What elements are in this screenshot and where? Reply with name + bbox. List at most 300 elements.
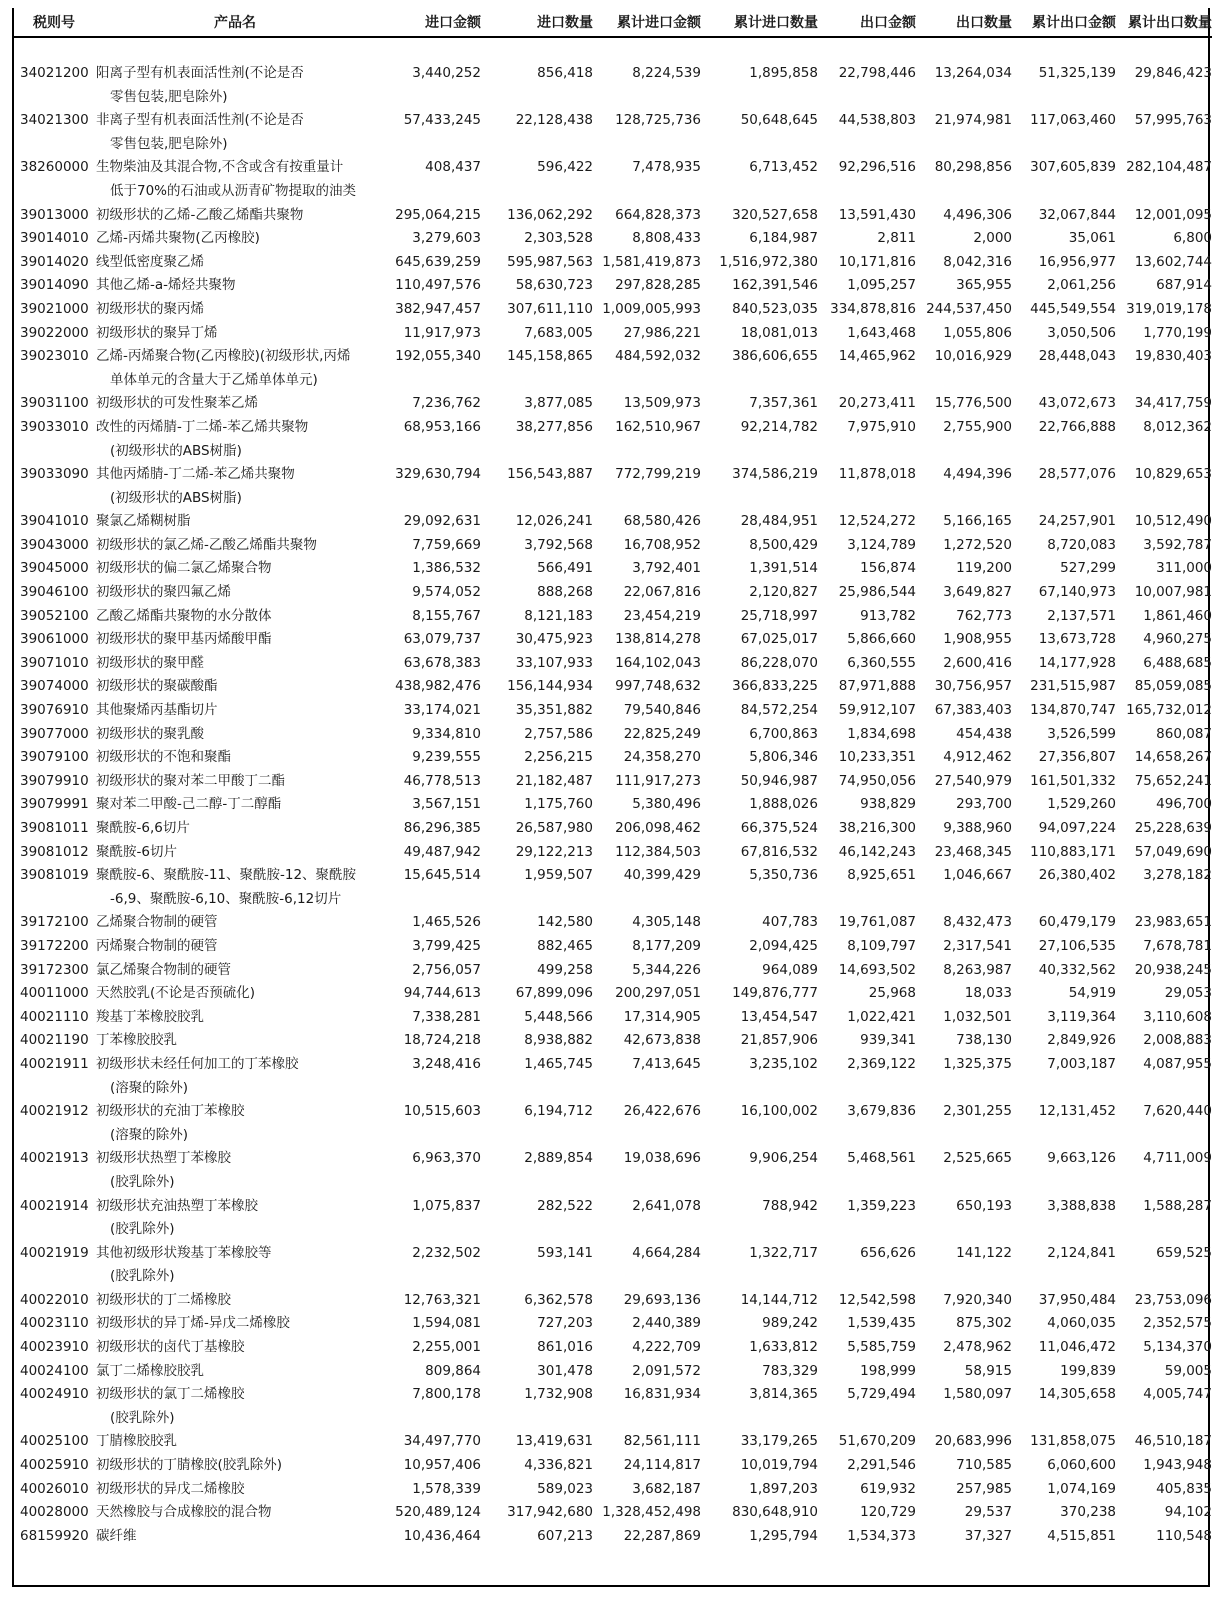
product-name-line: 初级形状的聚异丁烯 — [96, 324, 218, 341]
cumulative-import-value-cell: 8,177,209 — [632, 937, 701, 954]
cumulative-import-quantity-cell: 374,586,219 — [732, 466, 818, 483]
cumulative-import-value-cell: 22,067,816 — [623, 584, 701, 601]
table-row — [12, 746, 1212, 770]
cumulative-import-quantity-cell: 28,484,951 — [740, 513, 818, 530]
tariff-code: 39043000 — [20, 536, 89, 553]
product-name — [96, 204, 374, 228]
import-quantity-cell: 3,792,568 — [524, 536, 593, 553]
tariff-code: 39014020 — [20, 253, 89, 270]
cumulative-export-value-cell: 13,673,728 — [1038, 631, 1116, 648]
export-value-cell: 198,999 — [860, 1362, 916, 1379]
product-name — [96, 1336, 374, 1360]
cumulative-import-value-cell: 4,222,709 — [632, 1339, 701, 1356]
tariff-code: 40011000 — [20, 985, 89, 1002]
tariff-code: 40026010 — [20, 1480, 89, 1497]
product-name-line: 非离子型有机表面活性剂(不论是否 — [96, 112, 304, 129]
tariff-code: 40021912 — [20, 1103, 89, 1120]
cumulative-export-value-cell: 14,177,928 — [1038, 654, 1116, 671]
tariff-code: 40021913 — [20, 1150, 89, 1167]
product-name — [96, 699, 374, 723]
cumulative-import-value-cell: 4,305,148 — [632, 914, 701, 931]
product-name-line: 初级形状的聚乳酸 — [96, 725, 204, 742]
export-quantity-cell: 15,776,500 — [934, 395, 1012, 412]
cumulative-import-value-cell: 164,102,043 — [615, 654, 701, 671]
product-name — [96, 1100, 374, 1147]
table-row — [12, 227, 1212, 251]
cumulative-export-value-cell: 4,060,035 — [1047, 1315, 1116, 1332]
export-value-cell: 1,534,373 — [847, 1527, 916, 1544]
import-value-cell: 18,724,218 — [403, 1032, 481, 1049]
product-name — [96, 1478, 374, 1502]
product-name — [96, 652, 374, 676]
product-name-line: 初级形状的氯丁二烯橡胶 — [96, 1386, 245, 1403]
export-quantity-cell: 1,032,501 — [943, 1008, 1012, 1025]
export-quantity-cell: 257,985 — [956, 1480, 1012, 1497]
product-name — [96, 274, 374, 298]
product-name-continuation: (溶聚的除外) — [110, 1126, 189, 1143]
cumulative-import-value-cell: 19,038,696 — [623, 1150, 701, 1167]
import-quantity-cell: 2,757,586 — [524, 725, 593, 742]
cumulative-export-quantity-cell: 10,512,490 — [1134, 513, 1212, 530]
export-quantity-cell: 20,683,996 — [934, 1433, 1012, 1450]
table-row — [12, 935, 1212, 959]
product-name — [96, 1501, 374, 1525]
cumulative-export-quantity-cell: 7,678,781 — [1143, 937, 1212, 954]
tariff-code: 39079991 — [20, 796, 89, 813]
tariff-code: 39041010 — [20, 513, 89, 530]
export-value-cell: 74,950,056 — [838, 772, 916, 789]
product-name-line: 改性的丙烯腈-丁二烯-苯乙烯共聚物 — [96, 418, 309, 435]
header-import-quantity: 进口数量 — [537, 15, 593, 31]
tariff-code: 40021919 — [20, 1244, 89, 1261]
cumulative-export-value-cell: 117,063,460 — [1030, 112, 1116, 129]
product-name-line: 聚酰胺-6,6切片 — [96, 820, 190, 836]
import-value-cell: 9,574,052 — [412, 584, 481, 601]
product-name — [96, 109, 374, 156]
export-value-cell: 13,591,430 — [838, 206, 916, 223]
product-name-line: 初级形状的异戊二烯橡胶 — [96, 1480, 245, 1497]
cumulative-import-quantity-cell: 5,806,346 — [749, 749, 818, 766]
table-row — [12, 204, 1212, 228]
product-name-line: 丙烯聚合物制的硬管 — [96, 937, 218, 954]
tariff-code: 40023910 — [20, 1339, 89, 1356]
cumulative-export-value-cell: 32,067,844 — [1038, 206, 1116, 223]
import-value-cell: 1,386,532 — [412, 560, 481, 577]
tariff-code: 40025910 — [20, 1457, 89, 1474]
cumulative-import-quantity-cell: 1,391,514 — [749, 560, 818, 577]
table-row — [12, 770, 1212, 794]
tariff-code: 40024100 — [20, 1362, 89, 1379]
table-row — [12, 817, 1212, 841]
table-row — [12, 416, 1212, 463]
import-quantity-cell: 2,256,215 — [524, 749, 593, 766]
product-name-line: 丁腈橡胶胶乳 — [96, 1433, 177, 1450]
cumulative-export-value-cell: 14,305,658 — [1038, 1386, 1116, 1403]
export-quantity-cell: 2,600,416 — [943, 654, 1012, 671]
cumulative-export-value-cell: 3,526,599 — [1047, 725, 1116, 742]
import-quantity-cell: 2,303,528 — [524, 230, 593, 247]
product-name — [96, 416, 374, 463]
cumulative-export-quantity-cell: 4,087,955 — [1143, 1055, 1212, 1072]
export-value-cell: 5,585,759 — [847, 1339, 916, 1356]
cumulative-export-value-cell: 51,325,139 — [1038, 65, 1116, 81]
export-quantity-cell: 4,496,306 — [943, 206, 1012, 223]
product-name-line: 生物柴油及其混合物,不含或含有按重量计 — [96, 159, 344, 176]
cumulative-export-quantity-cell: 59,005 — [1164, 1362, 1212, 1379]
cumulative-export-value-cell: 11,046,472 — [1038, 1339, 1116, 1356]
product-name — [96, 1454, 374, 1478]
export-quantity-cell: 5,166,165 — [943, 513, 1012, 530]
cumulative-export-value-cell: 3,050,506 — [1047, 324, 1116, 341]
cumulative-import-value-cell: 297,828,285 — [615, 277, 701, 294]
export-value-cell: 1,359,223 — [847, 1197, 916, 1214]
cumulative-export-quantity-cell: 29,846,423 — [1134, 65, 1212, 81]
tariff-code: 68159920 — [20, 1527, 89, 1544]
cumulative-export-quantity-cell: 12,001,095 — [1134, 206, 1212, 223]
product-name — [96, 1053, 374, 1100]
export-value-cell: 14,465,962 — [838, 348, 916, 365]
import-value-cell: 295,064,215 — [395, 206, 481, 223]
product-name — [96, 982, 374, 1006]
export-value-cell: 1,095,257 — [847, 277, 916, 294]
tariff-code: 40021911 — [20, 1055, 89, 1072]
import-quantity-cell: 38,277,856 — [515, 418, 593, 435]
cumulative-export-quantity-cell: 1,861,460 — [1143, 607, 1212, 624]
export-value-cell: 334,878,816 — [830, 300, 916, 317]
import-value-cell: 438,982,476 — [395, 678, 481, 695]
cumulative-export-value-cell: 527,299 — [1060, 560, 1116, 577]
cumulative-export-quantity-cell: 659,525 — [1156, 1244, 1212, 1261]
import-value-cell: 6,963,370 — [412, 1150, 481, 1167]
export-value-cell: 2,291,546 — [847, 1457, 916, 1474]
cumulative-import-quantity-cell: 14,144,712 — [740, 1291, 818, 1308]
tariff-code: 39021000 — [20, 300, 89, 317]
cumulative-import-value-cell: 23,454,219 — [623, 607, 701, 624]
product-name-line: 初级形状的充油丁苯橡胶 — [96, 1103, 245, 1120]
tariff-code: 39014010 — [20, 230, 89, 247]
tariff-code: 39046100 — [20, 584, 89, 601]
export-value-cell: 92,296,516 — [838, 159, 916, 176]
cumulative-import-value-cell: 24,358,270 — [623, 749, 701, 766]
product-name-line: 初级形状充油热塑丁苯橡胶 — [96, 1197, 258, 1214]
tariff-code: 39077000 — [20, 725, 89, 742]
cumulative-import-quantity-cell: 1,295,794 — [749, 1527, 818, 1544]
export-value-cell: 12,542,598 — [838, 1291, 916, 1308]
cumulative-import-value-cell: 79,540,846 — [623, 702, 701, 719]
cumulative-export-quantity-cell: 3,110,608 — [1143, 1008, 1212, 1025]
product-name-line: 初级形状的偏二氯乙烯聚合物 — [96, 560, 272, 577]
product-name-line: 初级形状的氯乙烯-乙酸乙烯酯共聚物 — [96, 536, 317, 553]
export-value-cell: 1,834,698 — [847, 725, 916, 742]
table-row — [12, 1029, 1212, 1053]
table-row — [12, 251, 1212, 275]
product-name-line: 其他乙烯-a-烯烃共聚物 — [96, 277, 236, 294]
cumulative-export-value-cell: 1,529,260 — [1047, 796, 1116, 813]
trade-table — [12, 8, 1212, 1548]
cumulative-export-value-cell: 60,479,179 — [1038, 914, 1116, 931]
export-value-cell: 656,626 — [860, 1244, 916, 1261]
import-quantity-cell: 282,522 — [537, 1197, 593, 1214]
import-value-cell: 110,497,576 — [395, 277, 481, 294]
cumulative-export-quantity-cell: 85,059,085 — [1134, 678, 1212, 695]
export-value-cell: 5,729,494 — [847, 1386, 916, 1403]
export-value-cell: 14,693,502 — [838, 961, 916, 978]
cumulative-export-value-cell: 54,919 — [1068, 985, 1116, 1002]
table-row — [12, 959, 1212, 983]
export-quantity-cell: 2,755,900 — [943, 418, 1012, 435]
cumulative-import-quantity-cell: 9,906,254 — [749, 1150, 818, 1167]
import-quantity-cell: 1,732,908 — [524, 1386, 593, 1403]
table-row — [12, 510, 1212, 534]
header-cumulative-import-value: 累计进口金额 — [617, 15, 701, 31]
product-name-continuation: 零售包装,肥皂除外) — [110, 88, 228, 105]
table-frame-bottom — [12, 1585, 1210, 1587]
export-value-cell: 6,360,555 — [847, 654, 916, 671]
product-name-line: 天然胶乳(不论是否预硫化) — [96, 985, 256, 1002]
export-quantity-cell: 762,773 — [956, 607, 1012, 624]
product-name — [96, 1289, 374, 1313]
tariff-code: 39023010 — [20, 348, 89, 365]
product-name-line: 初级形状的丁腈橡胶(胶乳除外) — [96, 1457, 283, 1474]
import-quantity-cell: 499,258 — [537, 961, 593, 978]
export-quantity-cell: 293,700 — [956, 796, 1012, 813]
cumulative-export-value-cell: 94,097,224 — [1038, 820, 1116, 836]
product-name — [96, 911, 374, 935]
import-quantity-cell: 1,959,507 — [524, 867, 593, 884]
product-name — [96, 1195, 374, 1242]
product-name-line: 初级形状的聚丙烯 — [96, 300, 204, 317]
product-name — [96, 1006, 374, 1030]
header-import-value: 进口金额 — [425, 15, 481, 31]
cumulative-export-quantity-cell: 25,228,639 — [1134, 820, 1212, 836]
export-quantity-cell: 27,540,979 — [934, 772, 1012, 789]
cumulative-export-value-cell: 370,238 — [1060, 1504, 1116, 1521]
cumulative-export-quantity-cell: 14,658,267 — [1134, 749, 1212, 766]
import-quantity-cell: 856,418 — [537, 65, 593, 81]
header-cumulative-import-quantity: 累计进口数量 — [734, 15, 818, 31]
product-name — [96, 1242, 374, 1289]
export-quantity-cell: 1,908,955 — [943, 631, 1012, 648]
cumulative-import-value-cell: 22,825,249 — [623, 725, 701, 742]
product-name — [96, 1383, 374, 1430]
import-value-cell: 7,338,281 — [412, 1008, 481, 1025]
import-value-cell: 10,515,603 — [403, 1103, 481, 1120]
export-quantity-cell: 119,200 — [956, 560, 1012, 577]
cumulative-export-quantity-cell: 23,753,096 — [1134, 1291, 1212, 1308]
cumulative-import-value-cell: 664,828,373 — [615, 206, 701, 223]
cumulative-import-value-cell: 5,380,496 — [632, 796, 701, 813]
product-name-continuation: -6,9、聚酰胺-6,10、聚酰胺-6,12切片 — [110, 890, 342, 907]
import-value-cell: 1,578,339 — [412, 1480, 481, 1497]
tariff-code: 40028000 — [20, 1504, 89, 1521]
cumulative-export-quantity-cell: 110,548 — [1156, 1527, 1212, 1544]
tariff-code: 39045000 — [20, 560, 89, 577]
product-name-line: 阳离子型有机表面活性剂(不论是否 — [96, 65, 304, 81]
cumulative-import-quantity-cell: 1,897,203 — [749, 1480, 818, 1497]
cumulative-import-value-cell: 40,399,429 — [623, 867, 701, 884]
table-row — [12, 557, 1212, 581]
import-quantity-cell: 566,491 — [537, 560, 593, 577]
table-row — [12, 605, 1212, 629]
export-value-cell: 8,925,651 — [847, 867, 916, 884]
import-quantity-cell: 136,062,292 — [507, 206, 593, 223]
export-quantity-cell: 67,383,403 — [934, 702, 1012, 719]
cumulative-export-quantity-cell: 687,914 — [1156, 277, 1212, 294]
cumulative-import-quantity-cell: 162,391,546 — [732, 277, 818, 294]
import-quantity-cell: 861,016 — [537, 1339, 593, 1356]
export-value-cell: 3,679,836 — [847, 1103, 916, 1120]
cumulative-export-value-cell: 28,448,043 — [1038, 348, 1116, 365]
product-name — [96, 1029, 374, 1053]
cumulative-export-quantity-cell: 319,019,178 — [1126, 300, 1212, 317]
table-row — [12, 699, 1212, 723]
table-row — [12, 298, 1212, 322]
cumulative-import-value-cell: 1,581,419,873 — [602, 253, 701, 270]
export-value-cell: 5,468,561 — [847, 1150, 916, 1167]
cumulative-import-quantity-cell: 149,876,777 — [732, 985, 818, 1002]
cumulative-export-quantity-cell: 2,008,883 — [1143, 1032, 1212, 1049]
export-quantity-cell: 23,468,345 — [934, 843, 1012, 860]
table-row — [12, 156, 1212, 203]
cumulative-import-quantity-cell: 1,888,026 — [749, 796, 818, 813]
cumulative-import-value-cell: 772,799,219 — [615, 466, 701, 483]
export-quantity-cell: 9,388,960 — [943, 820, 1012, 836]
cumulative-export-quantity-cell: 282,104,487 — [1126, 159, 1212, 176]
product-name-line: 初级形状的聚甲醛 — [96, 654, 204, 671]
cumulative-export-quantity-cell: 75,652,241 — [1134, 772, 1212, 789]
product-name-line: 初级形状的乙烯-乙酸乙烯酯共聚物 — [96, 206, 304, 223]
cumulative-import-value-cell: 13,509,973 — [623, 395, 701, 412]
cumulative-export-value-cell: 4,515,851 — [1047, 1527, 1116, 1544]
import-value-cell: 3,279,603 — [412, 230, 481, 247]
export-quantity-cell: 13,264,034 — [934, 65, 1012, 81]
cumulative-import-quantity-cell: 1,516,972,380 — [719, 253, 818, 270]
export-quantity-cell: 2,317,541 — [943, 937, 1012, 954]
import-value-cell: 12,763,321 — [403, 1291, 481, 1308]
import-quantity-cell: 8,121,183 — [524, 607, 593, 624]
import-quantity-cell: 29,122,213 — [515, 843, 593, 860]
tariff-code: 39033010 — [20, 418, 89, 435]
cumulative-import-quantity-cell: 989,242 — [762, 1315, 818, 1332]
export-quantity-cell: 2,301,255 — [943, 1103, 1012, 1120]
cumulative-export-value-cell: 445,549,554 — [1030, 300, 1116, 317]
export-value-cell: 25,968 — [868, 985, 916, 1002]
import-quantity-cell: 13,419,631 — [515, 1433, 593, 1450]
product-name-line: 聚酰胺-6、聚酰胺-11、聚酰胺-12、聚酰胺 — [96, 867, 357, 884]
import-value-cell: 10,436,464 — [403, 1527, 481, 1544]
export-value-cell: 10,233,351 — [838, 749, 916, 766]
import-value-cell: 34,497,770 — [403, 1433, 481, 1450]
import-value-cell: 3,567,151 — [412, 796, 481, 813]
cumulative-export-quantity-cell: 23,983,651 — [1134, 914, 1212, 931]
import-value-cell: 9,334,810 — [412, 725, 481, 742]
import-quantity-cell: 26,587,980 — [515, 820, 593, 836]
product-name — [96, 628, 374, 652]
cumulative-import-value-cell: 206,098,462 — [615, 820, 701, 836]
cumulative-import-quantity-cell: 3,814,365 — [749, 1386, 818, 1403]
cumulative-import-value-cell: 2,440,389 — [632, 1315, 701, 1332]
cumulative-export-value-cell: 110,883,171 — [1030, 843, 1116, 860]
cumulative-export-value-cell: 161,501,332 — [1030, 772, 1116, 789]
export-value-cell: 156,874 — [860, 560, 916, 577]
cumulative-export-quantity-cell: 6,800 — [1173, 230, 1212, 247]
cumulative-import-quantity-cell: 86,228,070 — [740, 654, 818, 671]
product-name-line: 聚酰胺-6切片 — [96, 843, 177, 860]
product-name-line: 初级形状热塑丁苯橡胶 — [96, 1150, 231, 1167]
export-value-cell: 59,912,107 — [838, 702, 916, 719]
table-row — [12, 1454, 1212, 1478]
product-name — [96, 581, 374, 605]
import-value-cell: 2,232,502 — [412, 1244, 481, 1261]
tariff-code: 40021110 — [20, 1008, 89, 1025]
tariff-code: 40021914 — [20, 1197, 89, 1214]
product-name — [96, 817, 374, 841]
product-name-line: 初级形状的卤代丁基橡胶 — [96, 1339, 245, 1356]
cumulative-import-value-cell: 4,664,284 — [632, 1244, 701, 1261]
product-name-line: 氯丁二烯橡胶胶乳 — [96, 1362, 204, 1379]
tariff-code: 39013000 — [20, 206, 89, 223]
cumulative-export-value-cell: 134,870,747 — [1030, 702, 1116, 719]
cumulative-import-value-cell: 112,384,503 — [615, 843, 701, 860]
export-quantity-cell: 141,122 — [956, 1244, 1012, 1261]
product-name-line: 初级形状的异丁烯-异戊二烯橡胶 — [96, 1315, 290, 1332]
cumulative-export-value-cell: 40,332,562 — [1038, 961, 1116, 978]
cumulative-export-value-cell: 6,060,600 — [1047, 1457, 1116, 1474]
cumulative-import-value-cell: 138,814,278 — [615, 631, 701, 648]
import-quantity-cell: 8,938,882 — [524, 1032, 593, 1049]
cumulative-import-quantity-cell: 25,718,997 — [740, 607, 818, 624]
cumulative-import-quantity-cell: 2,094,425 — [749, 937, 818, 954]
cumulative-export-value-cell: 26,380,402 — [1038, 867, 1116, 884]
tariff-code: 34021200 — [20, 65, 89, 81]
cumulative-export-value-cell: 3,388,838 — [1047, 1197, 1116, 1214]
import-quantity-cell: 3,877,085 — [524, 395, 593, 412]
import-quantity-cell: 888,268 — [537, 584, 593, 601]
product-name-line: 线型低密度聚乙烯 — [96, 253, 204, 270]
cumulative-export-quantity-cell: 3,278,182 — [1143, 867, 1212, 884]
header-export-value: 出口金额 — [860, 15, 916, 31]
product-name-line: 聚氯乙烯糊树脂 — [96, 513, 191, 530]
tariff-code: 40024910 — [20, 1386, 89, 1403]
import-quantity-cell: 301,478 — [537, 1362, 593, 1379]
cumulative-export-value-cell: 12,131,452 — [1038, 1103, 1116, 1120]
export-value-cell: 12,524,272 — [838, 513, 916, 530]
product-name — [96, 605, 374, 629]
product-name-line: 羧基丁苯橡胶胶乳 — [96, 1008, 204, 1025]
export-value-cell: 120,729 — [860, 1504, 916, 1521]
product-name — [96, 864, 374, 911]
cumulative-import-quantity-cell: 2,120,827 — [749, 584, 818, 601]
cumulative-export-value-cell: 35,061 — [1068, 230, 1116, 247]
export-quantity-cell: 1,046,667 — [943, 867, 1012, 884]
export-quantity-cell: 18,033 — [964, 985, 1012, 1002]
cumulative-import-quantity-cell: 7,357,361 — [749, 395, 818, 412]
product-name — [96, 935, 374, 959]
cumulative-import-quantity-cell: 407,783 — [762, 914, 818, 931]
export-quantity-cell: 29,537 — [964, 1504, 1012, 1521]
product-name-line: 其他初级形状羧基丁苯橡胶等 — [96, 1244, 272, 1261]
export-value-cell: 2,811 — [877, 230, 916, 247]
table-row — [12, 864, 1212, 911]
export-value-cell: 38,216,300 — [838, 820, 916, 836]
cumulative-import-value-cell: 111,917,273 — [615, 772, 701, 789]
cumulative-import-quantity-cell: 1,633,812 — [749, 1339, 818, 1356]
tariff-code: 39014090 — [20, 277, 89, 294]
product-name-line: 乙烯-丙烯共聚物(乙丙橡胶) — [96, 230, 260, 247]
product-name-line: 其他丙烯腈-丁二烯-苯乙烯共聚物 — [96, 466, 295, 483]
cumulative-export-quantity-cell: 4,711,009 — [1143, 1150, 1212, 1167]
product-name — [96, 746, 374, 770]
